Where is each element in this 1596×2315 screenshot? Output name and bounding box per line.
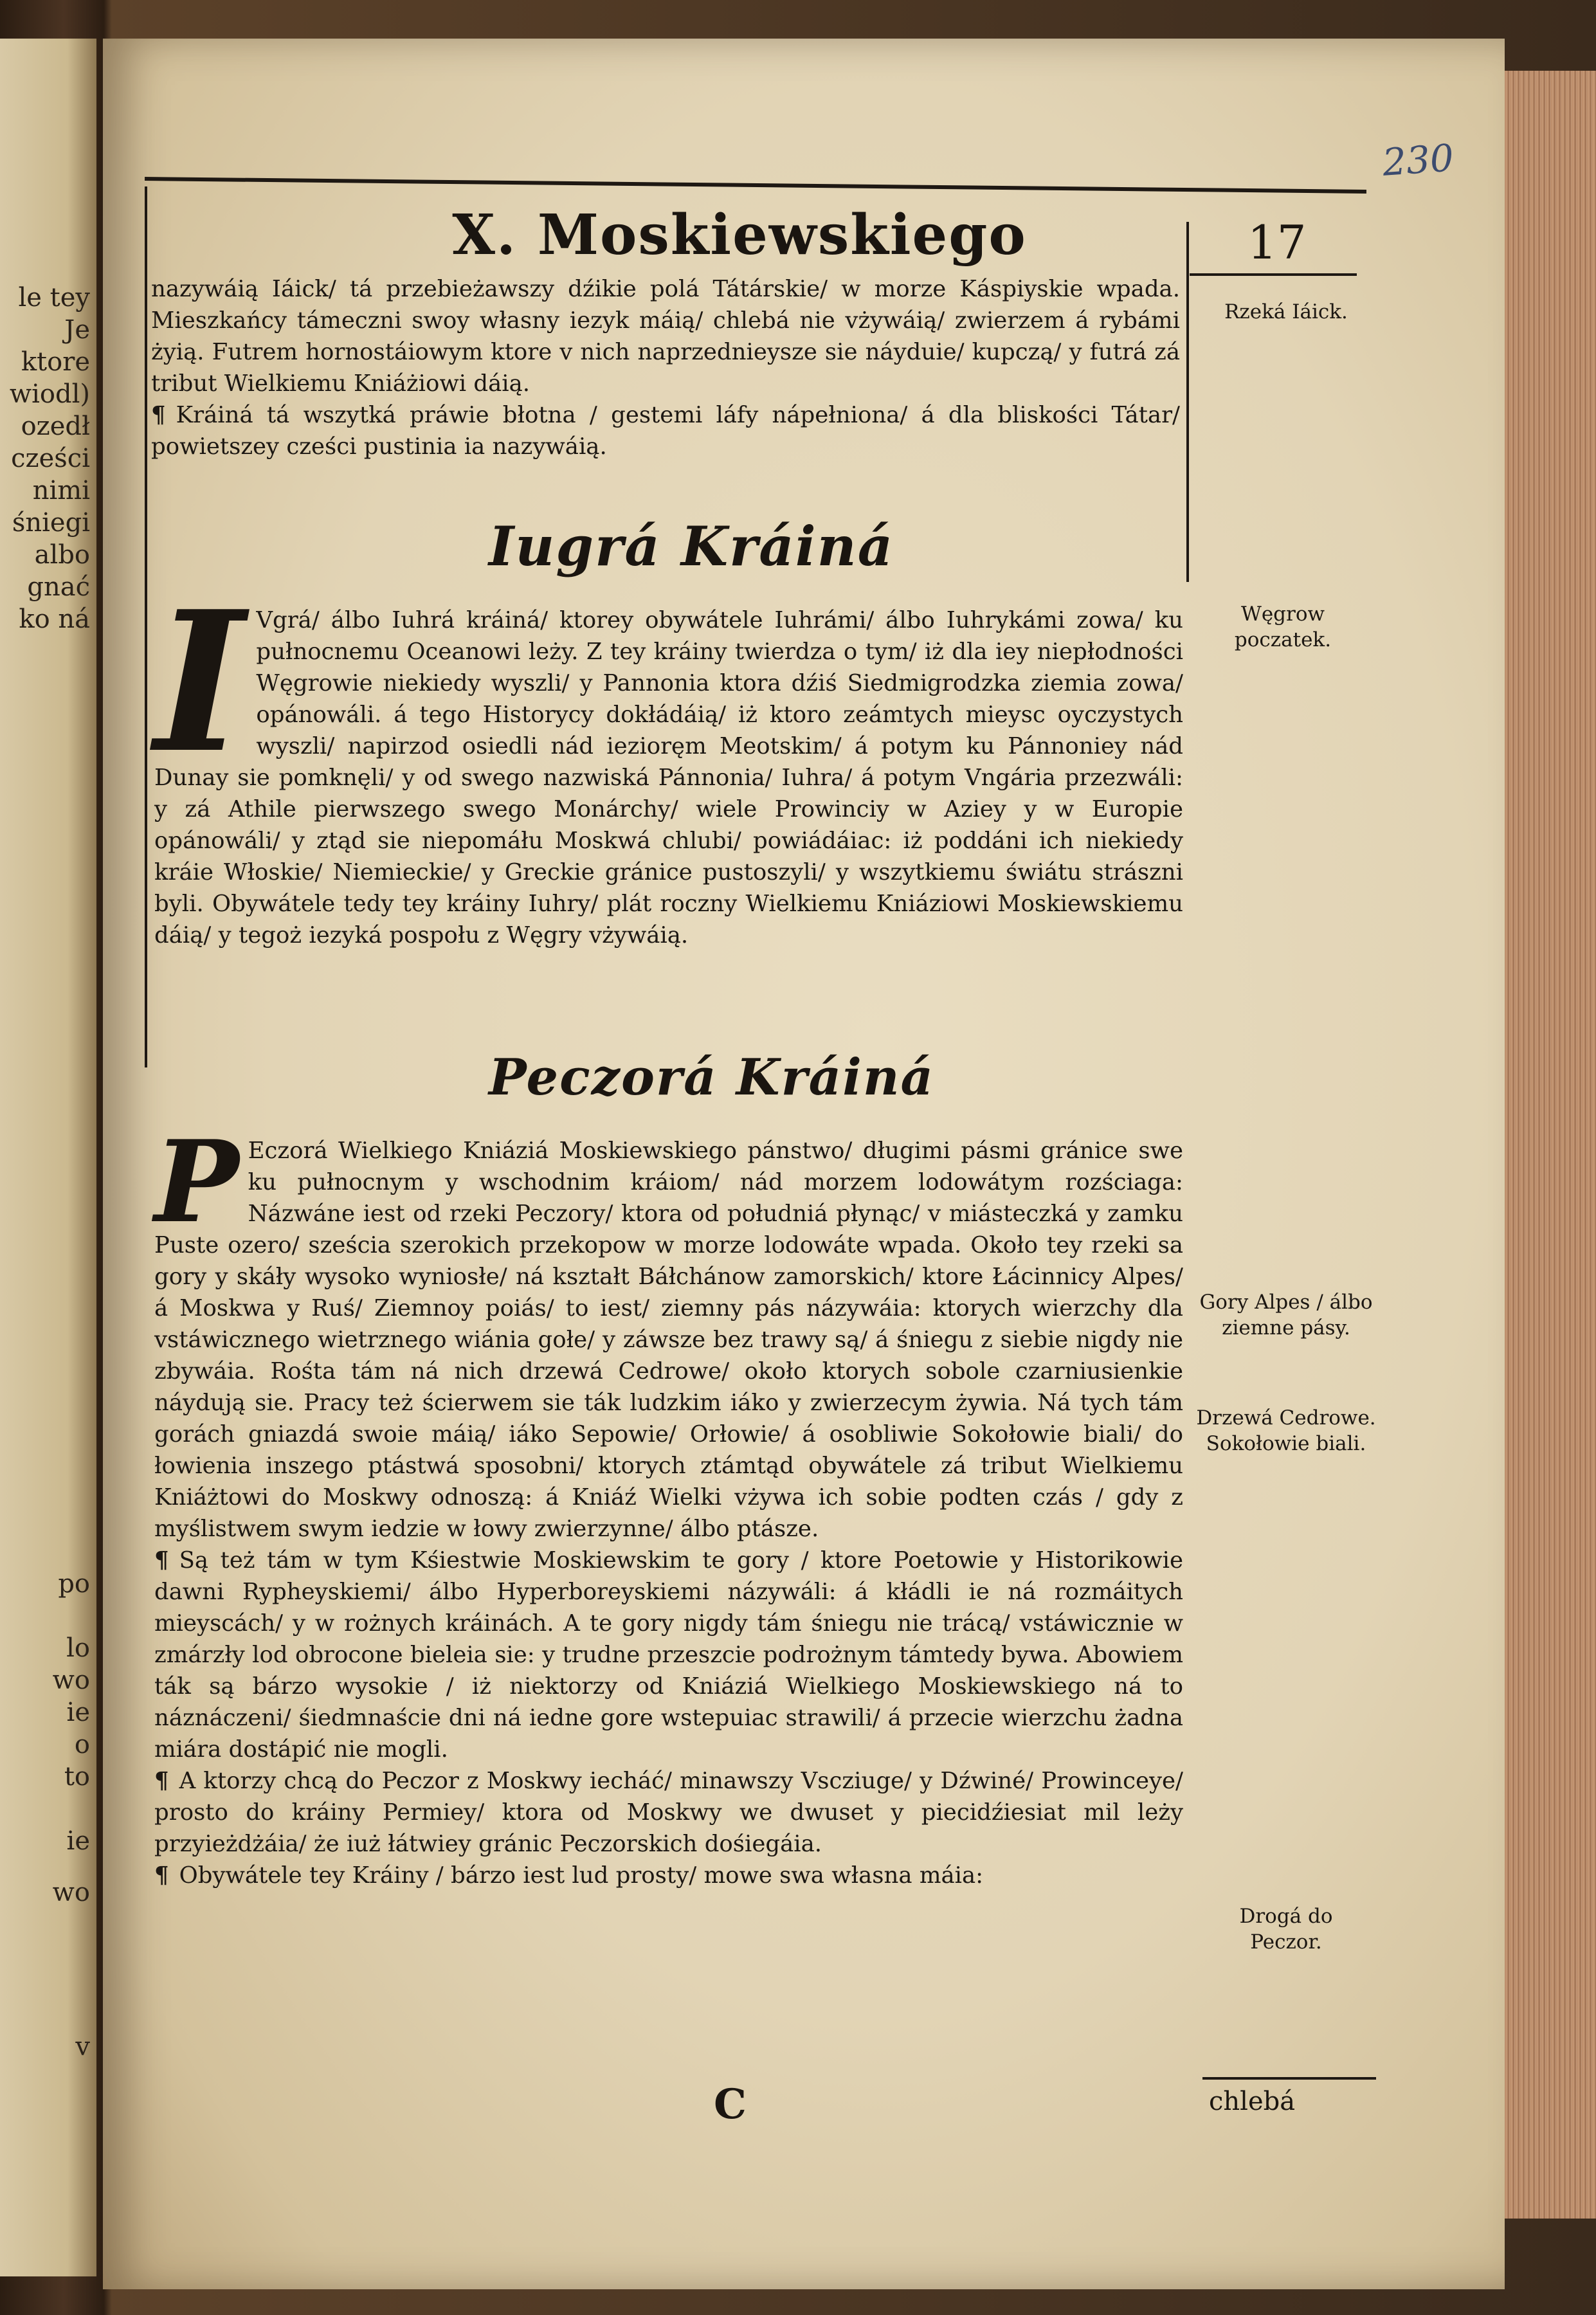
left-fragment: ie bbox=[66, 1826, 90, 1856]
section-title-peczora: Peczorá Kráiná bbox=[489, 1048, 935, 1107]
running-head: X. Moskiewskiego bbox=[452, 203, 1027, 268]
paragraph bbox=[154, 568, 1183, 951]
paragraph-text: Kráiná tá wszytká práwie błotna / gestemi láfy nápełniona/ á dla bliskości Tátar/ powietszey cześci pustinia ia nazywáią. bbox=[151, 402, 1180, 460]
left-page-edge bbox=[0, 39, 96, 2276]
page-number: 17 bbox=[1247, 215, 1307, 269]
intro-block bbox=[151, 273, 1180, 462]
left-fragment: wo bbox=[52, 1666, 90, 1695]
left-fragment: śniegi bbox=[12, 508, 90, 538]
left-fragment: o bbox=[74, 1730, 90, 1759]
marginal-note: Węgrow poczatek. bbox=[1234, 603, 1332, 651]
pilcrow-icon: ¶ bbox=[154, 1862, 169, 1889]
folio-annotation: 230 bbox=[1381, 136, 1455, 185]
paragraph-text: Eczorá Wielkiego Kniáziá Moskiewskiego pánstwo/ długimi pásmi gránice swe ku pułnocnym y wschodnim kráiom/ nád morzem lodowátym rozściaga: Názwáne iest od rzeki Peczory/ ktora od południá płynąc/ v miásteczká y zamku Puste ozero/ sześcia szerokich przekopow w morze lodowáte wpada. Około tey rzeki sa gory y skáły wysoko wyniosłe/ ná kształt Báłchánow zamorskich/ ktore Łácinnicy Alpes/ á Moskwa y Ruś/ Ziemnoy poiás/ to iest/ ziemny pás názywáia: ktorych wierzchy dla vstáwicznego wietrznego wiánia gołe/ y záwsze bez trawy są/ á śniegu z siebie nigdy nie zbywáia. Rośta tám ná nich drzewá Cedrowe/ około ktorych sobole czarniusienkie náydują sie. Pracy też ścierwem sie ták ludzkim iáko y zwierzecym żywia. Ná tych tám gorách gniazdá swoie máią/ iáko Sepowie/ Orłowie/ á osobliwie Sokołowie biali/ do łowienia inszego ptástwá sposobni/ ktorych ztámtąd obywátele zá tribut Wielkiemu Kniáżtowi do Moskwy odnoszą: á Kniáź Wielki vżywa ich sobie podten czás / gdy z myślistwem swym iedzie w łowy zwierzynne/ álbo ptásze. bbox=[154, 1138, 1183, 1542]
left-fragment: nimi bbox=[32, 476, 90, 505]
drop-cap: I bbox=[154, 568, 245, 795]
left-fragment: albo bbox=[34, 540, 90, 570]
page-edges bbox=[1498, 71, 1596, 2219]
left-fragment: lo bbox=[66, 1633, 90, 1663]
peczora-block bbox=[154, 1116, 1183, 1891]
frame-left-rule bbox=[145, 186, 147, 1067]
paragraph-text: Vgrá/ álbo Iuhrá kráiná/ ktorey obywátele Iuhrámi/ álbo Iuhrykámi zowa/ ku pułnocnemu Oceanowi leży. Z tey kráiny twierdza o tym/ iż dla iey niepłodności Węgrowie niekiedy wyszli/ y Pannonia ktora dźiś Siedmigrodzka ziemia zowa/ opánowáli. á tego Historycy dokłádáią/ iż ktoro zeámtych mieysc oyczystych wyszli/ napirzod osiedli nád iezioręm Meotskim/ á potym ku Pánnoniey nád Dunay sie pomknęli/ y od swego nazwiská Pánnonia/ Iuhra/ á potym Vngária przezwáli: y zá Athile pierwszego swego Monárchy/ wiele Prowinciy w Aziey y w Europie opánowáli/ y ztąd sie niepomáłu Moskwá chlubi/ powiádáiac: iż poddáni ich niekiedy kráie Włoskie/ Niemieckie/ y Greckie gránice pustoszyli/ y wszytkiemu świátu strászni byli. Obywátele tedy tey kráiny Iuhry/ plát roczny Wielkiemu Kniáziowi Moskiewskiemu dáią/ y tegoż iezyká pospołu z Węgry vżywáią. bbox=[154, 607, 1183, 949]
paragraph bbox=[154, 1860, 1183, 1891]
marginal-note: Gory Alpes / álbo ziemne pásy. bbox=[1199, 1291, 1373, 1339]
paragraph bbox=[151, 399, 1180, 462]
left-fragment: ko ná bbox=[19, 604, 90, 634]
left-fragment: ktore bbox=[21, 347, 90, 377]
left-fragment: cześci bbox=[11, 444, 90, 473]
pilcrow-icon: ¶ bbox=[154, 1768, 169, 1794]
marginal-note: Drogá do Peczor. bbox=[1239, 1905, 1333, 1954]
paragraph-text: A ktorzy chcą do Peczor z Moskwy iecháć/ minawszy Vscziuge/ y Dźwiné/ Prowinceye/ prosto do kráiny Permiey/ ktora od Moskwy we dwuset y piecidźiesiat mil leży przyieżdżáia/ że iuż łátwiey gránic Peczorskich dośiegáia. bbox=[154, 1768, 1183, 1857]
section-title-jugra: Iugrá Kráiná bbox=[489, 514, 894, 578]
left-fragment: le tey bbox=[18, 283, 90, 313]
paragraph bbox=[154, 1545, 1183, 1765]
left-fragment: ozedł bbox=[21, 412, 90, 441]
pilcrow-icon: ¶ bbox=[151, 402, 166, 428]
left-fragment: gnać bbox=[27, 572, 90, 602]
catchword: chlebá bbox=[1209, 2087, 1296, 2116]
paragraph bbox=[154, 1116, 1183, 1545]
left-fragment: ie bbox=[66, 1698, 90, 1727]
left-fragment: wo bbox=[52, 1878, 90, 1907]
pilcrow-icon: ¶ bbox=[154, 1547, 169, 1574]
drop-cap: P bbox=[154, 1116, 239, 1248]
marginal-note: Rzeká Iáick. bbox=[1224, 300, 1348, 323]
paragraph-text: Obywátele tey Kráiny / bárzo iest lud prosty/ mowe swa własna máia: bbox=[179, 1862, 984, 1889]
paragraph: nazywáią Iáick/ tá przebieżawszy dźikie polá Tátárskie/ w morze Káspiyskie wpada. Mieszkańcy támeczni swoy własny iezyk máią/ chlebá nie vżywáią/ zwierzem á rybámi żyią. Futrem hornostáiowym ktore v nich naprzednieysze sie náyduie/ kupczą/ y futrá zá tribut Wielkiemu Kniáżiowi dáią. bbox=[151, 276, 1180, 397]
paragraph-text: Są też tám w tym Kśiestwie Moskiewskim te gory / ktore Poetowie y Historikowie dawni Rypheyskiemi/ álbo Hyperboreyskiemi názywáli: á kłádli ie ná rozmáitych mieyscách/ y w rożnych kráinách. A te gory nigdy tám śniegu nie trácą/ vstáwicznie w zmárzły lod obrocone bieleia sie: y trudne przeszcie podrożnym támtedy bywa. Abowiem ták są bárzo wysokie / iż niektorzy od Kniáziá Wielkiego Moskiewskiego ná to náznáczeni/ śiedmnaście dni ná iedne gore wstepuiac strawili/ á przecie wierzchu żadna miára dostápić nie mogli. bbox=[154, 1547, 1183, 1763]
left-fragment: to bbox=[64, 1762, 90, 1792]
left-fragment: po bbox=[58, 1569, 90, 1599]
frame-right-rule bbox=[1186, 222, 1189, 582]
paragraph bbox=[154, 1765, 1183, 1860]
bottom-rule bbox=[1202, 2077, 1376, 2080]
jugra-block bbox=[154, 568, 1183, 951]
signature-mark: C bbox=[714, 2080, 747, 2129]
header-rule-margin bbox=[1190, 273, 1357, 276]
left-fragment: v bbox=[75, 2032, 90, 2062]
left-fragment: wiodl) bbox=[9, 379, 90, 409]
marginal-note: Drzewá Cedrowe. Sokołowie biali. bbox=[1196, 1406, 1376, 1455]
left-fragment: Je bbox=[64, 315, 90, 345]
